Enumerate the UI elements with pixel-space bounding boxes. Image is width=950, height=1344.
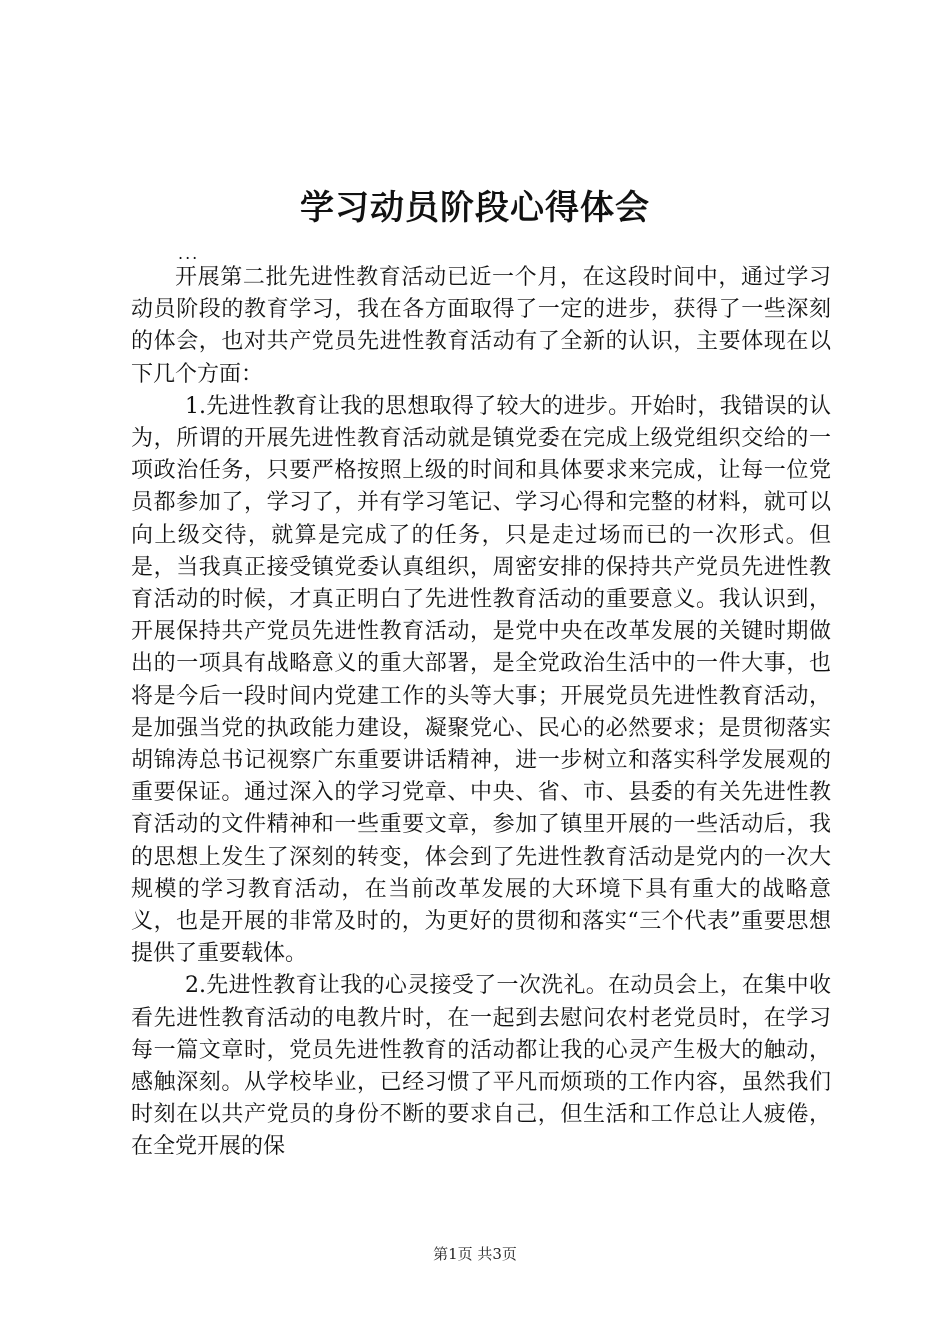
- intro-paragraph: 开展第二批先进性教育活动已近一个月，在这段时间中，通过学习动员阶段的教育学习，我在各方面取得了一定的进步，获得了一些深刻的体会，也对共产党员先进性教育活动有了全新的认识，主要体现在以下几个方面：: [131, 265, 831, 387]
- page-footer: 第1页 共3页: [433, 1245, 517, 1263]
- point-2-paragraph: 2.先进性教育让我的心灵接受了一次洗礼。在动员会上，在集中收看先进性教育活动的电教片时，在一起到去慰问农村老党员时，在学习每一篇文章时，党员先进性教育的活动都让我的心灵产生极大的触动，感触深刻。从学校毕业，已经习惯了平凡而烦琐的工作内容，虽然我们时刻在以共产党员的身份不断的要求自己，但生活和工作总让人疲倦，在全党开展的保: [131, 973, 831, 1160]
- ellipsis-marker: ...: [178, 244, 200, 263]
- document-title: 学习动员阶段心得体会: [300, 188, 650, 228]
- document-body: [131, 262, 831, 1164]
- point-1-paragraph: 1.先进性教育让我的思想取得了较大的进步。开始时，我错误的认为，所谓的开展先进性教育活动就是镇党委在完成上级党组织交给的一项政治任务，只要严格按照上级的时间和具体要求来完成，让每一位党员都参加了，学习了，并有学习笔记、学习心得和完整的材料，就可以向上级交待，就算是完成了的任务，只是走过场而已的一次形式。但是，当我真正接受镇党委认真组织，周密安排的保持共产党员先进性教育活动的时候，才真正明白了先进性教育活动的重要意义。我认识到，开展保持共产党员先进性教育活动，是党中央在改革发展的关键时期做出的一项具有战略意义的重大部署，是全党政治生活中的一件大事，也将是今后一段时间内党建工作的头等大事；开展党员先进性教育活动，是加强当党的执政能力建设，凝聚党心、民心的必然要求；是贯彻落实胡锦涛总书记视察广东重要讲话精神，进一步树立和落实科学发展观的重要保证。通过深入的学习党章、中央、省、市、县委的有关先进性教育活动的文件精神和一些重要文章，参加了镇里开展的一些活动后，我的思想上发生了深刻的转变，体会到了先进性教育活动是党内的一次大规模的学习教育活动，在当前改革发展的大环境下具有重大的战略意义，也是开展的非常及时的，为更好的贯彻和落实“三个代表”重要思想提供了重要载体。: [131, 393, 831, 967]
